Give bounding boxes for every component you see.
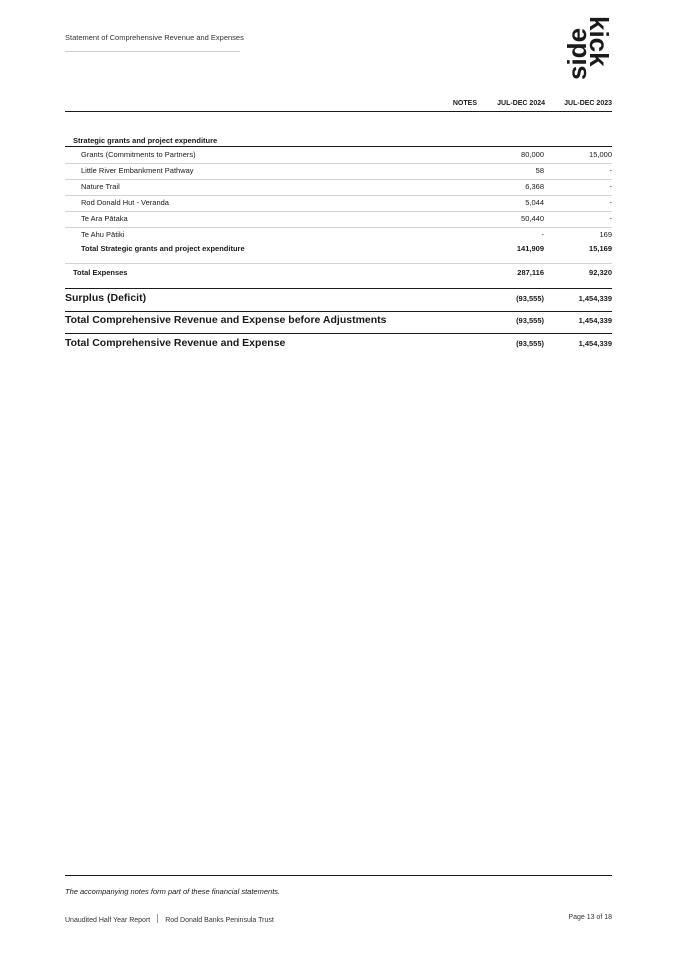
logo-word-side: side <box>562 27 592 80</box>
column-header-row <box>65 99 612 112</box>
table-row: Grants (Commitments to Partners) 80,000 15,000 <box>65 147 612 164</box>
table-row: Nature Trail 6,368 - <box>65 179 612 196</box>
kickside-logo <box>560 14 616 82</box>
footer-note: The accompanying notes form part of these financial statements. <box>65 887 281 896</box>
table-row: Te Ahu Pātiki - 169 <box>81 230 612 239</box>
page-number: Page 13 of 18 <box>568 914 612 921</box>
document-title: Statement of Comprehensive Revenue and Expenses <box>65 33 240 52</box>
footer-divider <box>65 875 612 876</box>
section-heading: Strategic grants and project expenditure <box>65 136 612 147</box>
table-row: Te Ara Pātaka 50,440 - <box>65 211 612 228</box>
column-header-prior: JUL-DEC 2023 <box>564 100 612 107</box>
column-header-current: JUL-DEC 2024 <box>497 100 545 107</box>
total-comprehensive-row: Total Comprehensive Revenue and Expense (93,555) 1,454,339 <box>65 337 612 349</box>
footer-separator <box>157 914 158 923</box>
footer-report-label: Unaudited Half Year Report <box>65 917 151 924</box>
logo-word-kick: kick <box>584 16 614 67</box>
section-total-row: Total Strategic grants and project expenditure 141,909 15,169 <box>81 244 612 253</box>
total-expenses-row: Total Expenses 287,116 92,320 <box>65 263 612 289</box>
footer-report-info <box>65 914 274 924</box>
surplus-deficit-row: Surplus (Deficit) (93,555) 1,454,339 <box>65 289 612 312</box>
total-before-adjustments-row: Total Comprehensive Revenue and Expense before Adjustments (93,555) 1,454,339 <box>65 311 612 334</box>
table-row: Rod Donald Hut - Veranda 5,044 - <box>65 195 612 212</box>
table-row: Little River Embankment Pathway 58 - <box>65 163 612 180</box>
footer-org-label: Rod Donald Banks Peninsula Trust <box>165 917 274 924</box>
column-header-notes: NOTES <box>452 100 477 107</box>
